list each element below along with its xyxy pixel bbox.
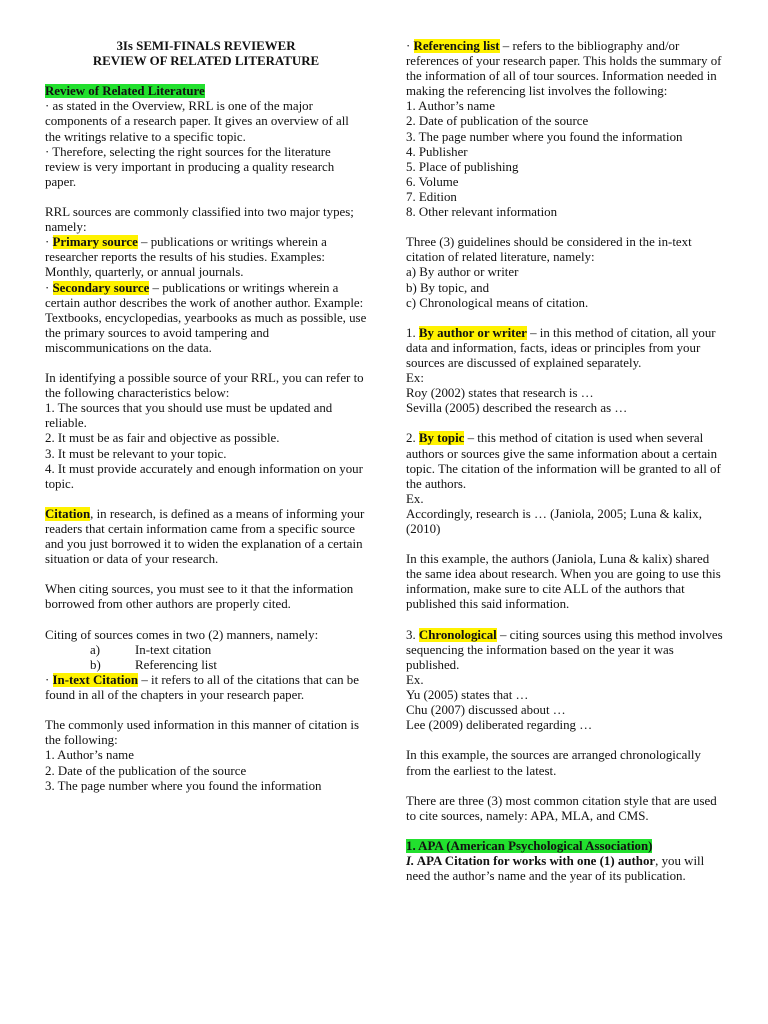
manners-intro: Citing of sources comes in two (2) manners, namely: <box>45 627 319 642</box>
list-item: 1. Author’s name <box>45 748 134 763</box>
list-item: 3. The page number where you found the information <box>406 129 683 144</box>
list-item: 8. Other relevant information <box>406 205 558 220</box>
rrl-paragraph-2: · Therefore, selecting the right sources for the literature review is very important in producing a quality research paper. <box>45 144 335 189</box>
example-line: Sevilla (2005) described the research as … <box>406 401 628 416</box>
citation-styles-intro: There are three (3) most common citation style that are used to cite sources, namely: APA, MLA, and CMS. <box>406 793 717 823</box>
guidelines-list <box>406 265 728 310</box>
list-item: b) By topic, and <box>406 280 490 295</box>
example-line: Lee (2009) deliberated regarding … <box>406 718 593 733</box>
example-line: Chu (2007) discussed about … <box>406 703 566 718</box>
right-column <box>406 39 728 884</box>
citation-term: Citation <box>45 506 91 521</box>
chronological-def: 3. Chronological – citing sources using this method involves sequencing the information based on the year it was published. <box>406 627 723 672</box>
list-item: 1. The sources that you should use must be updated and reliable. <box>45 401 333 431</box>
list-item: 2. Date of the publication of the source <box>45 763 247 778</box>
list-item: 1. Author’s name <box>406 99 495 114</box>
apa-one-author: I. APA Citation for works with one (1) author, you will need the author’s name and the year of its publication. <box>406 854 705 884</box>
list-item: a) By author or writer <box>406 265 519 280</box>
secondary-source-def: · Secondary source – publications or writings wherein a certain author describes the work of another author. Example: Textbooks, encyclopedias, yearbooks as much as possible, use the primary sources to avoid tampering and miscommunications on the data. <box>45 280 367 355</box>
apa-heading: 1. APA (American Psychological Association) <box>406 838 653 853</box>
list-item: 7. Edition <box>406 189 457 204</box>
list-item: 3. The page number where you found the information <box>45 778 322 793</box>
rrl-heading: Review of Related Literature <box>45 84 205 99</box>
example-line: Accordingly, research is … (Janiola, 2005; Luna & kalix, (2010) <box>406 506 702 536</box>
list-item: a) In-text citation <box>90 642 212 657</box>
example-label: Ex. <box>406 672 424 687</box>
intext-citation-def: · In-text Citation – it refers to all of the citations that can be found in all of the chapters in your research paper. <box>45 672 359 703</box>
sources-intro: RRL sources are commonly classified into two major types; namely: <box>45 205 354 235</box>
example-line: Yu (2005) states that … <box>406 688 529 703</box>
list-item: 3. It must be relevant to your topic. <box>45 446 227 461</box>
list-item: 6. Volume <box>406 174 459 189</box>
example-label: Ex: <box>406 371 424 386</box>
citing-paragraph: When citing sources, you must see to it that the information borrowed from other authors are properly cited. <box>45 582 354 612</box>
common-info-intro: The commonly used information in this manner of citation is the following: <box>45 718 359 748</box>
by-author-term: By author or writer <box>418 325 527 340</box>
primary-source-def: · Primary source – publications or writings wherein a researcher reports the results of his studies. Examples: Monthly, quarterly, or annual journals. <box>45 235 327 280</box>
characteristics-list <box>45 401 367 492</box>
list-item: 2. It must be as fair and objective as possible. <box>45 431 280 446</box>
citation-def: Citation, in research, is defined as a means of informing your readers that certain information came from a specific source and you just borrowed it to widen the explanation of a certain situation or data of your research. <box>45 506 365 567</box>
doc-title: 3Is SEMI-FINALS REVIEWER <box>116 39 296 53</box>
primary-source-term: Primary source <box>52 235 138 250</box>
secondary-source-term: Secondary source <box>52 280 150 295</box>
left-column <box>45 39 367 794</box>
characteristics-intro: In identifying a possible source of your RRL, you can refer to the following characteristics below: <box>45 371 364 401</box>
list-item: 2. Date of publication of the source <box>406 114 589 129</box>
list-item: 5. Place of publishing <box>406 159 519 174</box>
by-topic-def: 2. By topic – this method of citation is used when several authors or sources give the same information about a certain topic. The citation of the information will be granted to all of the authors. <box>406 431 721 491</box>
common-info-list <box>45 748 367 793</box>
list-item: b) Referencing list <box>90 657 217 672</box>
list-item: 4. It must provide accurately and enough information on your topic. <box>45 461 363 491</box>
chronological-explanation: In this example, the sources are arranged chronologically from the earliest to the latest. <box>406 748 701 778</box>
chronological-term: Chronological <box>418 627 497 642</box>
list-item: 4. Publisher <box>406 144 468 159</box>
guidelines-intro: Three (3) guidelines should be considered in the in-text citation of related literature, namely: <box>406 235 692 265</box>
referencing-items <box>406 99 728 220</box>
rrl-paragraph-1: · as stated in the Overview, RRL is one of the major components of a research paper. It gives an overview of all the writings relative to a specific topic. <box>45 99 349 144</box>
topic-explanation: In this example, the authors (Janiola, Luna & kalix) shared the same idea about research. When you are going to use this information, make sure to cite ALL of the authors that published this said information. <box>406 552 721 612</box>
example-label: Ex. <box>406 491 424 506</box>
doc-subtitle: REVIEW OF RELATED LITERATURE <box>92 54 320 69</box>
example-line: Roy (2002) states that research is … <box>406 386 594 401</box>
referencing-list-term: Referencing list <box>413 39 500 53</box>
by-author-def: 1. By author or writer – in this method of citation, all your data and information, facts, ideas or principles from your sources are discussed of explained separately. <box>406 325 716 370</box>
referencing-list-def: · Referencing list – refers to the bibliography and/or references of your research paper. This holds the summary of the information of all of tour sources. Information needed in making the referencing list involves the following: <box>406 39 722 99</box>
intext-citation-term: In-text Citation <box>52 672 139 687</box>
list-item: c) Chronological means of citation. <box>406 295 589 310</box>
by-topic-term: By topic <box>418 431 465 446</box>
